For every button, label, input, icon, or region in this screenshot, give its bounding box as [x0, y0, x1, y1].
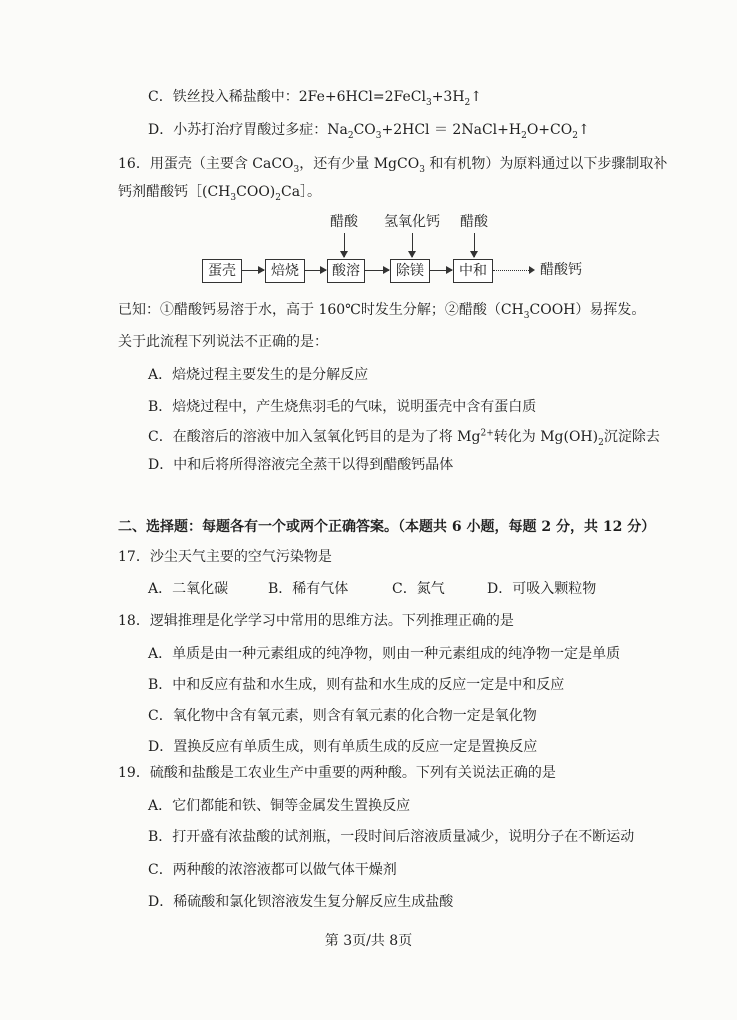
reagent-label-calcium-hydroxide: 氢氧化钙 [384, 214, 440, 230]
q16-option-d: D．中和后将所得溶液完全蒸干以得到醋酸钙晶体 [148, 457, 454, 473]
q17-option-d: D．可吸入颗粒物 [487, 581, 597, 597]
flow-step-remove-mg: 除镁 [390, 259, 430, 283]
q16-option-a: A．焙烧过程主要发生的是分解反应 [148, 367, 369, 383]
q17-option-b: B．稀有气体 [268, 581, 349, 597]
reagent-arrow-1 [344, 233, 345, 257]
q18-stem: 18．逻辑推理是化学学习中常用的思维方法。下列推理正确的是 [118, 613, 514, 629]
q18-option-d: D．置换反应有单质生成，则有单质生成的反应一定是置换反应 [148, 739, 538, 755]
q15-option-d: D．小苏打治疗胃酸过多症：$Na_2CO_3+2HCl$ ＝ $2NaCl+H_2O+CO_2↑$ [148, 122, 590, 141]
q17-stem: 17．沙尘天气主要的空气污染物是 [118, 549, 332, 565]
flow-arrow-2 [304, 270, 326, 271]
page-number-footer: 第 3页/共 8页 [324, 933, 413, 949]
q17-option-c: C．氮气 [392, 581, 445, 597]
q18-option-b: B．中和反应有盐和水生成，则有盐和水生成的反应一定是中和反应 [148, 677, 565, 693]
flow-product: 醋酸钙 [540, 262, 582, 278]
q19-option-a: A．它们都能和铁、铜等金属发生置换反应 [148, 798, 411, 814]
flow-step-roasting: 焙烧 [265, 259, 305, 283]
q18-option-a: A．单质是由一种元素组成的纯净物，则由一种元素组成的纯净物一定是单质 [148, 646, 621, 662]
q16-option-c: C．在酸溶后的溶液中加入氢氧化钙目的是为了将 $Mg^{2+}$转化为 $Mg(OH)_2$沉淀除去 [148, 428, 660, 448]
flow-arrow-1 [241, 270, 264, 271]
section-2-heading: 二、选择题：每题各有一个或两个正确答案。（本题共 6 小题，每题 2 分，共 12 分） [118, 519, 656, 535]
q16-stem-line2: 钙剂醋酸钙$[(CH_3COO)_2Ca]$。 [118, 184, 322, 203]
q16-known-conditions: 已知：①醋酸钙易溶于水，高于 160℃时发生分解；②醋酸$(CH_3COOH)$易挥发。 [118, 302, 646, 321]
q15-option-c: C．铁丝投入稀盐酸中：$2Fe+6HCl=2FeCl_3+3H_2↑$ [148, 89, 483, 108]
flow-arrow-dotted [493, 270, 533, 271]
flow-step-acid-dissolve: 酸溶 [327, 259, 365, 283]
q16-option-b: B．焙烧过程中，产生烧焦羽毛的气味，说明蛋壳中含有蛋白质 [148, 399, 537, 415]
flow-arrow-3 [364, 270, 389, 271]
q17-option-a: A．二氧化碳 [148, 581, 229, 597]
q16-stem-line1: 16．用蛋壳（主要含 CaCO$_3$，还有少量 MgCO$_3$ 和有机物）为原料通过以下步骤制取补 [118, 156, 668, 175]
q18-option-c: C．氧化物中含有氧元素，则含有氧元素的化合物一定是氧化物 [148, 708, 537, 724]
flow-step-neutralize: 中和 [453, 259, 493, 283]
reagent-label-acetic-acid-2: 醋酸 [460, 214, 488, 230]
reagent-arrow-2 [412, 233, 413, 257]
q19-option-c: C．两种酸的浓溶液都可以做气体干燥剂 [148, 862, 397, 878]
q19-option-b: B．打开盛有浓盐酸的试剂瓶，一段时间后溶液质量减少，说明分子在不断运动 [148, 829, 635, 845]
q16-question: 关于此流程下列说法不正确的是： [118, 334, 328, 350]
reagent-label-acetic-acid-1: 醋酸 [330, 214, 358, 230]
reagent-arrow-3 [474, 233, 475, 257]
flow-step-eggshell: 蛋壳 [202, 259, 242, 283]
flow-arrow-4 [429, 270, 452, 271]
q19-option-d: D．稀硫酸和氯化钡溶液发生复分解反应生成盐酸 [148, 894, 454, 910]
q19-stem: 19．硫酸和盐酸是工农业生产中重要的两种酸。下列有关说法正确的是 [118, 765, 556, 781]
